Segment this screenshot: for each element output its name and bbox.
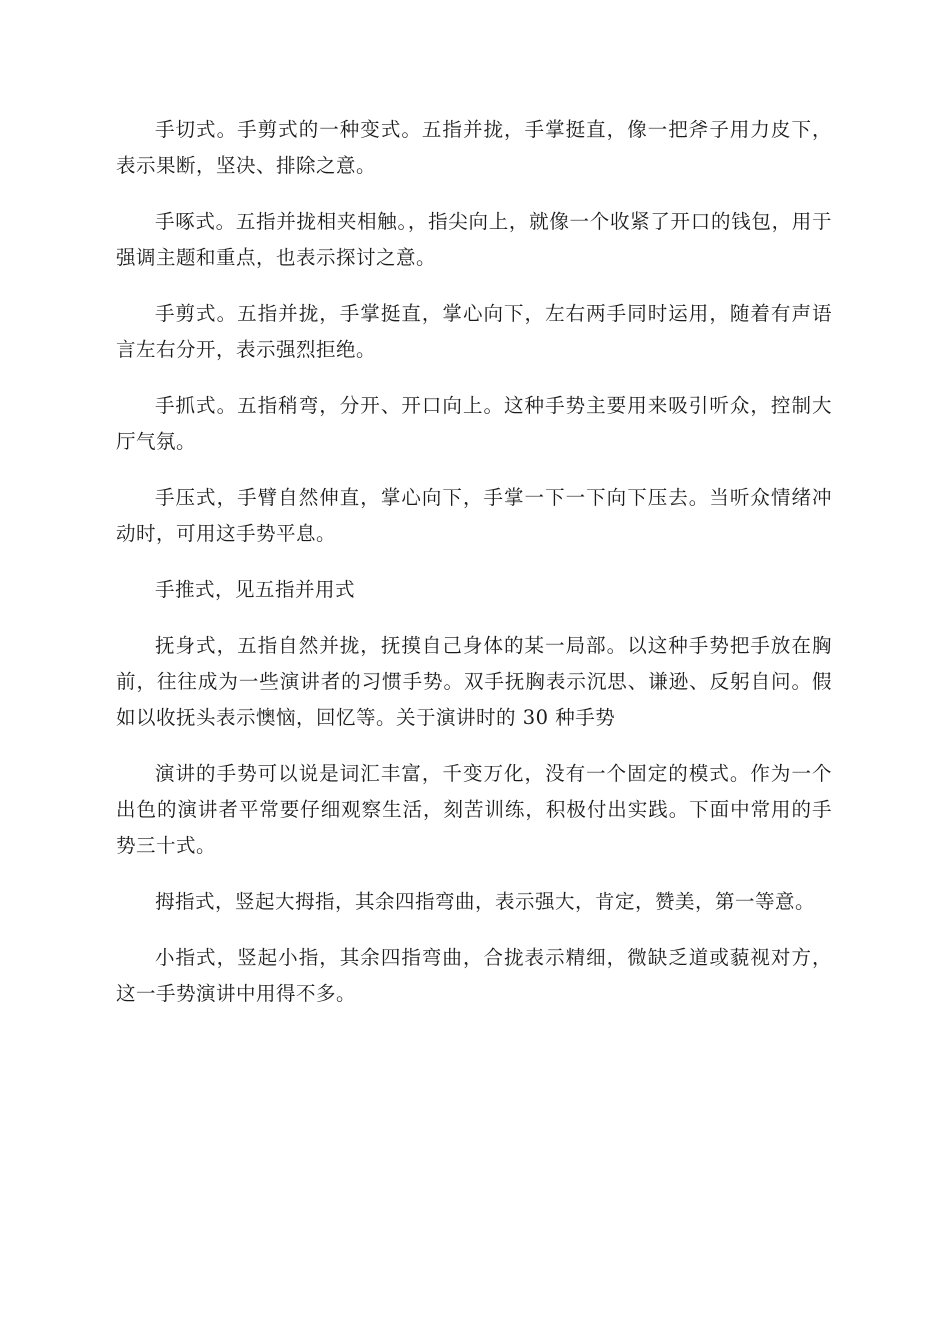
- paragraph-little-finger: 小指式，竖起小指，其余四指弯曲，合拢表示精细，微缺乏道或藐视对方，这一手势演讲中用得不多。: [116, 946, 832, 1005]
- paragraph-gesture-intro: 演讲的手势可以说是词汇丰富，千变万化，没有一个固定的模式。作为一个出色的演讲者平常要仔细观察生活，刻苦训练，积极付出实践。下面中常用的手势三十式。: [116, 762, 832, 857]
- paragraph-touch-body: 抚身式，五指自然并拢，抚摸自己身体的某一局部。以这种手势把手放在胸前，往往成为一些演讲者的习惯手势。双手抚胸表示沉思、谦逊、反躬自问。假如以收抚头表示懊恼，回忆等。关于演讲时的 30 种手势: [116, 634, 832, 729]
- paragraph-thumb: 拇指式，竖起大拇指，其余四指弯曲，表示强大，肯定，赞美，第一等意。: [155, 890, 816, 913]
- paragraph-hand-chop: 手切式。手剪式的一种变式。五指并拢，手掌挺直，像一把斧子用力皮下，表示果断，坚决、排除之意。: [116, 118, 832, 177]
- paragraph-hand-push: 手推式，见五指并用式: [155, 578, 356, 601]
- paragraph-hand-press: 手压式，手臂自然伸直，掌心向下，手掌一下一下向下压去。当听众情绪冲动时，可用这手势平息。: [116, 486, 832, 545]
- paragraph-hand-peck: 手啄式。五指并拢相夹相触。，指尖向上，就像一个收紧了开口的钱包，用于强调主题和重点，也表示探讨之意。: [116, 210, 832, 269]
- document-body: [116, 112, 832, 1032]
- paragraph-hand-grab: 手抓式。五指稍弯，分开、开口向上。这种手势主要用来吸引听众，控制大厅气氛。: [116, 394, 832, 453]
- paragraph-hand-scissors: 手剪式。五指并拢，手掌挺直，掌心向下，左右两手同时运用，随着有声语言左右分开，表示强烈拒绝。: [116, 302, 832, 361]
